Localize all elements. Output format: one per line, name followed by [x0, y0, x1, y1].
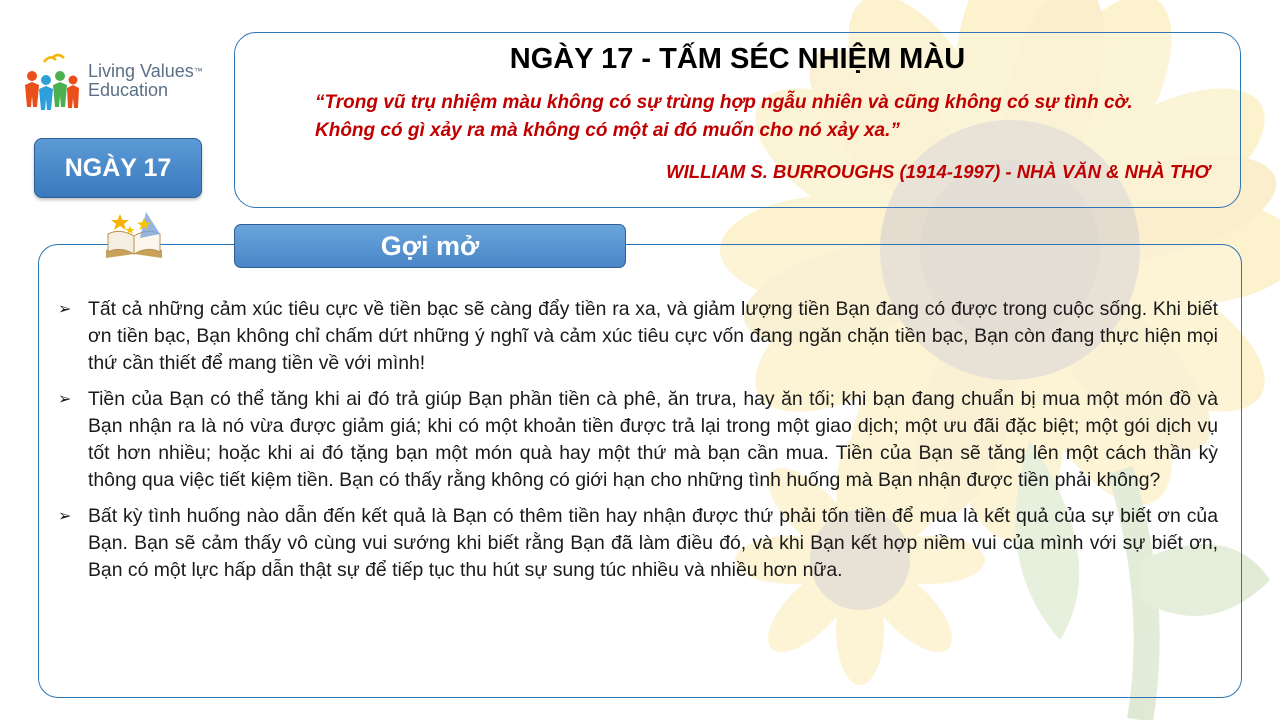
arrow-bullet-icon: ➢	[58, 508, 72, 525]
trademark-symbol: ™	[193, 66, 203, 76]
bullet-text: Bất kỳ tình huống nào dẫn đến kết quả là Bạn có thêm tiền hay nhận được thứ phải tốn tiền để mua là kết quả của sự biết ơn của Bạn. Bạn sẽ cảm thấy vô cùng vui sướng khi biết rằng Bạn đã làm điều đó, và khi Bạn kết hợp niềm vui của mình với sự biết ơn, Bạn có một lực hấp dẫn thật sự để tiếp tục thu hút sự sung túc nhiều và nhiều hơn nữa.	[88, 505, 1218, 581]
day-badge: NGÀY 17	[34, 138, 202, 198]
list-item	[58, 296, 1218, 377]
living-values-logo	[22, 52, 222, 116]
people-figures-icon	[22, 52, 82, 114]
quote-line-2: Không có gì xảy ra mà không có một ai đó muốn cho nó xảy xa.”	[315, 120, 900, 141]
arrow-bullet-icon: ➢	[58, 301, 72, 318]
bullet-list	[58, 296, 1218, 593]
quote	[315, 89, 1225, 145]
page-title: NGÀY 17 - TẤM SÉC NHIỆM MÀU	[509, 43, 966, 75]
header-box	[234, 32, 1241, 208]
book-stars-icon	[100, 210, 170, 268]
quote-line-1: “Trong vũ trụ nhiệm màu không có sự trùng hợp ngẫu nhiên và cũng không có sự tình cờ.	[315, 92, 1133, 113]
logo-text	[88, 62, 203, 100]
list-item	[58, 503, 1218, 584]
logo-line1: Living Values	[88, 61, 194, 81]
logo-line2: Education	[88, 80, 169, 100]
quote-author: WILLIAM S. BURROUGHS (1914-1997) - NHÀ VĂN & NHÀ THƠ	[666, 161, 1210, 182]
bullet-text: Tất cả những cảm xúc tiêu cực về tiền bạc sẽ càng đẩy tiền ra xa, và giảm lượng tiền Bạn đang có được trong cuộc sống. Khi biết ơn tiền bạc, Bạn không chỉ chấm dứt những ý nghĩ và cảm xúc tiêu cực vốn đang ngăn chặn tiền bạc, Bạn còn đang thực hiện mọi thứ cần thiết để mang tiền về với mình!	[88, 298, 1218, 374]
section-tab-goi-mo: Gợi mở	[234, 224, 626, 268]
bullet-text: Tiền của Bạn có thể tăng khi ai đó trả giúp Bạn phần tiền cà phê, ăn trưa, hay ăn tối; khi bạn đang chuẩn bị mua một món đồ và Bạn nhận ra là nó vừa được giảm giá; khi có một khoản tiền được trả lại trong một giao dịch; một ưu đãi đặc biệt; một gói dịch vụ tốt hơn nhiều; hoặc khi ai đó tặng bạn một món quà hay một thứ mà bạn cần mua. Tiền của Bạn sẽ tăng lên một cách thần kỳ thông qua việc tiết kiệm tiền. Bạn có thấy rằng không có giới hạn cho những tình huống mà Bạn nhận được tiền phải không?	[88, 388, 1218, 491]
arrow-bullet-icon: ➢	[58, 391, 72, 408]
list-item	[58, 386, 1218, 494]
